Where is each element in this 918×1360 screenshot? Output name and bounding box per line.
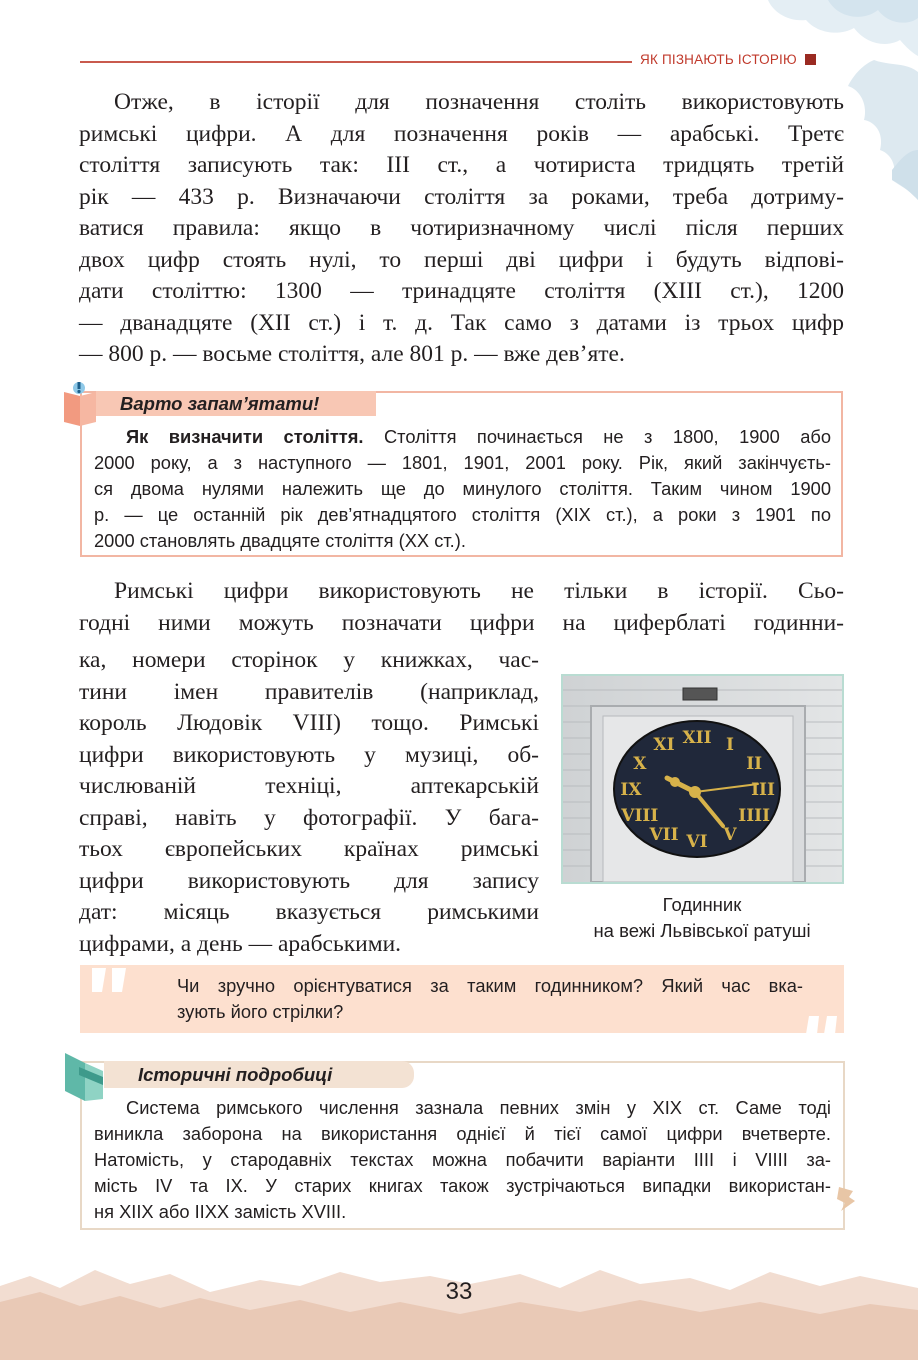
caption-line: на вежі Львівської ратуші bbox=[593, 920, 811, 941]
clock-numeral: IIII bbox=[738, 806, 771, 826]
clock-numeral: V bbox=[723, 825, 737, 845]
clock-numeral: II bbox=[746, 754, 763, 774]
text-line: Отже, в історії для позначення століть використовують bbox=[114, 89, 844, 115]
history-heading: Історичні подробиці bbox=[104, 1061, 414, 1088]
text-line: дати століттю: 1300 — тринадцяте століття (XIII ст.), 1200 bbox=[79, 278, 844, 304]
running-head-text: ЯК ПІЗНАЮТЬ ІСТОРІЮ bbox=[640, 52, 797, 67]
clock-numeral: XI bbox=[653, 735, 675, 755]
clock-numeral: VI bbox=[686, 832, 708, 852]
text-line: Чи зручно орієнтуватися за таким годинником? Який час вка- bbox=[177, 975, 803, 996]
question-text bbox=[177, 973, 803, 1025]
text-line: ватися правила: якщо в чотиризначному числі після перших bbox=[79, 215, 844, 241]
remember-lead: Як визначити століття. bbox=[126, 426, 364, 447]
text-line: Римські цифри використовують не тільки в історії. Сьо- bbox=[114, 578, 844, 604]
paragraph-centuries bbox=[79, 87, 844, 371]
exclamation-bookmark-icon bbox=[62, 380, 102, 428]
text-line: двох цифр стоять нулі, то перші дві цифри і будуть відпові- bbox=[79, 246, 844, 273]
text-line: Система римського числення зазнала певних змін у XIX ст. Саме тоді bbox=[126, 1097, 831, 1118]
text-line: міcть IV та IX. У старих книгах також зустрічаються випадки використан- bbox=[94, 1175, 831, 1196]
text-line: ка, номери сторінок у книжках, час- bbox=[79, 647, 539, 673]
text-line: цифрами, а день — арабськими. bbox=[79, 930, 402, 957]
caption-line: Годинник bbox=[662, 894, 742, 915]
text-line: рік — 433 р. Визначаючи століття за роками, треба дотриму- bbox=[79, 183, 844, 210]
open-quote-icon bbox=[88, 962, 132, 1002]
paragraph-roman-usage-continued bbox=[79, 645, 539, 960]
text-line: зують його стрілки? bbox=[177, 1001, 344, 1022]
clock-illustration bbox=[563, 676, 842, 882]
remember-heading: Варто запам’ятати! bbox=[96, 391, 376, 416]
square-bullet-icon bbox=[805, 54, 816, 65]
clock-numeral: XII bbox=[682, 728, 712, 748]
clock-numeral: IX bbox=[620, 780, 642, 800]
clock-numeral: I bbox=[726, 735, 734, 755]
text-line: виникла заборона на використання однієї й тієї самої цифри вчетверте. bbox=[94, 1123, 831, 1144]
text-line: король Людовік VIII) тощо. Римські bbox=[79, 710, 539, 736]
text-line: тьох європейських країнах римські bbox=[79, 836, 539, 862]
page-number: 33 bbox=[445, 1278, 473, 1305]
text-line: годні ними можуть позначати цифри на циферблаті годинни- bbox=[79, 609, 844, 636]
paragraph-roman-usage bbox=[79, 576, 844, 639]
running-head bbox=[640, 52, 840, 72]
text-line: ня XIIX або IIXX замість XVIII. bbox=[94, 1201, 347, 1222]
text-line: римські цифри. А для позначення років — арабські. Третє bbox=[79, 120, 844, 147]
text-line: тини імен правителів (наприклад, bbox=[79, 678, 539, 705]
text-line: р. — це останній рік дев’ятнадцятого століття (XIX ст.), а роки з 1901 по bbox=[94, 504, 831, 525]
photo-caption bbox=[556, 892, 848, 944]
history-body bbox=[94, 1095, 831, 1225]
text-line: цифри використовують для запису bbox=[79, 867, 539, 894]
text-line: 2000 року, а з наступного — 1801, 1901, 2001 року. Рік, який закінчуєть- bbox=[94, 452, 831, 473]
close-quote-icon bbox=[803, 1012, 843, 1036]
ornament-icon bbox=[835, 1183, 857, 1213]
header-rule bbox=[80, 61, 632, 63]
footer-mountains bbox=[0, 1262, 918, 1360]
text-line bbox=[94, 424, 831, 450]
text-line: — 800 р. — восьме століття, але 801 р. — вже дев’яте. bbox=[79, 341, 625, 367]
text-line: 2000 становлять двадцяте століття (XX ст.). bbox=[94, 530, 466, 551]
text-line: цифри використовують у музиці, об- bbox=[79, 741, 539, 768]
clock-photo bbox=[561, 674, 844, 884]
text-line: Натомість, у стародавніх текстах можна побачити варіанти IIII і VIIII за- bbox=[94, 1149, 831, 1170]
text-line: числюваній техніці, аптекарській bbox=[79, 773, 539, 799]
clock-numeral: III bbox=[751, 780, 775, 800]
text-line: справі, навіть у фотографії. У бага- bbox=[79, 804, 539, 831]
text-fragment: Століття починається не з 1800, 1900 або bbox=[363, 426, 831, 447]
text-line: дат: місяць вказується римськими bbox=[79, 899, 539, 925]
remember-body bbox=[94, 424, 831, 554]
clock-numeral: X bbox=[633, 754, 647, 774]
text-line: ся двома нулями належить ще до минулого століття. Таким чином 1900 bbox=[94, 478, 831, 499]
text-line: століття записують так: III ст., а чотириста тридцять третій bbox=[79, 152, 844, 178]
text-line: — дванадцяте (XII ст.) і т. д. Так само з датами із трьох цифр bbox=[79, 309, 844, 336]
clock-numeral: VII bbox=[649, 825, 679, 845]
clock-numeral: VIII bbox=[621, 806, 659, 826]
